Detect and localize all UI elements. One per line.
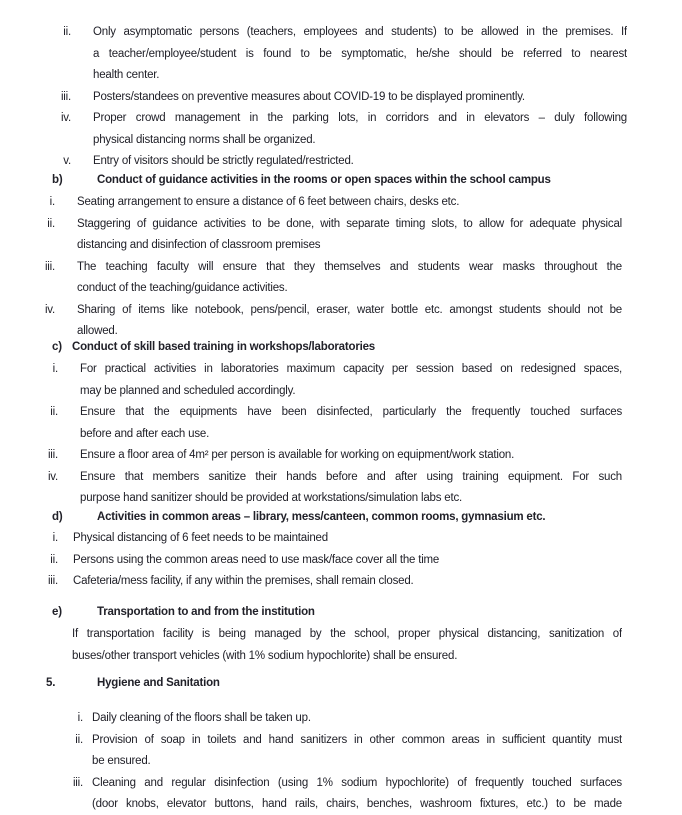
item-numeral: v. [63,155,71,167]
text-line: Sharing of items like notebook, pens/pencil, eraser, water bottle etc. amongst students should not be [77,303,622,316]
text-line: Seating arrangement to ensure a distance of 6 feet between chairs, desks etc. [77,196,460,208]
list-item [0,402,682,445]
text-line: The teaching faculty will ensure that they themselves and students wear masks throughout the [77,260,622,273]
section-5-heading [0,673,682,695]
text-line: Cafeteria/mess facility, if any within the premises, shall remain closed. [73,575,414,587]
text-line: before and after each use. [80,427,210,440]
text-line: Only asymptomatic persons (teachers, employees and students) to be allowed in the premises. If [93,26,627,38]
text-line: Posters/standees on preventive measures about COVID-19 to be displayed prominently. [93,90,525,103]
section-label: 5. [46,677,56,689]
item-numeral: iv. [60,112,71,124]
text-line: Provision of soap in toilets and hand sanitizers in other common areas in sufficient quantity must [92,733,622,746]
list-hygiene-sanitation [0,708,682,815]
item-numeral: iii. [60,90,71,103]
text-line: Ensure that the equipments have been disinfected, particularly the frequently touched surfaces [80,406,622,418]
list-guidance-activities [0,192,682,343]
section-title: Conduct of guidance activities in the rooms or open spaces within the school campus [97,174,551,186]
text-line: physical distancing norms shall be organized. [93,133,316,146]
list-item [0,257,682,300]
text-line: For practical activities in laboratories maximum capacity per session based on redesigned spaces, [80,363,622,375]
list-item [0,87,682,109]
text-line: conduct of the teaching/guidance activities. [77,282,288,294]
item-numeral: iii. [47,575,58,587]
text-line: Staggering of guidance activities to be done, with separate timing slots, to allow for adequate physical [77,217,622,230]
section-title: Activities in common areas – library, mess/canteen, common rooms, gymnasium etc. [97,511,546,523]
list-item [0,730,682,773]
section-d-heading [0,507,682,529]
list-item [0,445,682,467]
item-numeral: iii. [44,260,55,273]
list-item [0,708,682,730]
item-numeral: i. [52,363,58,375]
item-numeral: ii. [63,26,71,38]
list-item [0,773,682,815]
section-e-heading [0,602,682,624]
text-line: allowed. [77,325,118,337]
section-e-paragraph [72,624,622,667]
item-numeral: ii. [47,217,55,230]
text-line: If transportation facility is being managed by the school, proper physical distancing, sanitization of [72,628,622,640]
list-item [0,528,682,550]
item-numeral: ii. [50,553,58,566]
item-numeral: iii. [72,776,83,789]
item-numeral: iv. [47,470,58,483]
item-numeral: ii. [75,733,83,746]
text-line: Cleaning and regular disinfection (using 1% sodium hypochlorite) of frequently touched surfaces [92,776,622,789]
text-line: health center. [93,69,160,81]
item-numeral: ii. [50,406,58,418]
section-label: b) [52,174,63,186]
text-line: Persons using the common areas need to use mask/face cover all the time [73,553,440,566]
text-line: be ensured. [92,755,151,767]
list-item [0,550,682,572]
list-item [0,22,682,87]
section-title: Transportation to and from the institution [97,606,315,618]
list-item [0,571,682,593]
section-label: d) [52,511,63,523]
list-item [0,359,682,402]
text-line: a teacher/employee/student is found to be symptomatic, he/she should be referred to nearest [93,47,627,60]
section-title: Conduct of skill based training in workshops/laboratories [72,341,375,353]
text-line: Ensure that members sanitize their hands before and after using training equipment. For such [80,470,622,483]
list-item [0,467,682,510]
list-common-areas [0,528,682,593]
text-line: Physical distancing of 6 feet needs to be maintained [73,532,328,544]
section-label: e) [52,606,62,618]
list-item [0,192,682,214]
list-skill-training [0,359,682,510]
text-line: Entry of visitors should be strictly regulated/restricted. [93,155,354,167]
text-line: Proper crowd management in the parking lots, in corridors and in elevators – duly following [93,112,627,124]
list-item [0,214,682,257]
item-numeral: i. [52,532,58,544]
item-numeral: i. [49,196,55,208]
list-item [0,108,682,151]
item-numeral: i. [77,712,83,724]
section-c-heading [0,337,682,359]
text-line: buses/other transport vehicles (with 1% sodium hypochlorite) shall be ensured. [72,649,458,662]
item-numeral: iv. [44,303,55,316]
text-line: may be planned and scheduled accordingly. [80,384,296,397]
text-line: Daily cleaning of the floors shall be taken up. [92,712,311,724]
section-title: Hygiene and Sanitation [97,677,220,689]
section-label: c) [52,341,62,353]
text-line: purpose hand sanitizer should be provided at workstations/simulation labs etc. [80,492,463,504]
text-line: Ensure a floor area of 4m² per person is available for working on equipment/work station. [80,449,515,461]
list-preventive-measures [0,22,682,173]
item-numeral: iii. [47,449,58,461]
text-line: (door knobs, elevator buttons, hand rails, chairs, benches, washroom fixtures, etc.) to be made [92,798,622,810]
text-line: distancing and disinfection of classroom premises [77,239,321,251]
section-b-heading [0,170,682,192]
